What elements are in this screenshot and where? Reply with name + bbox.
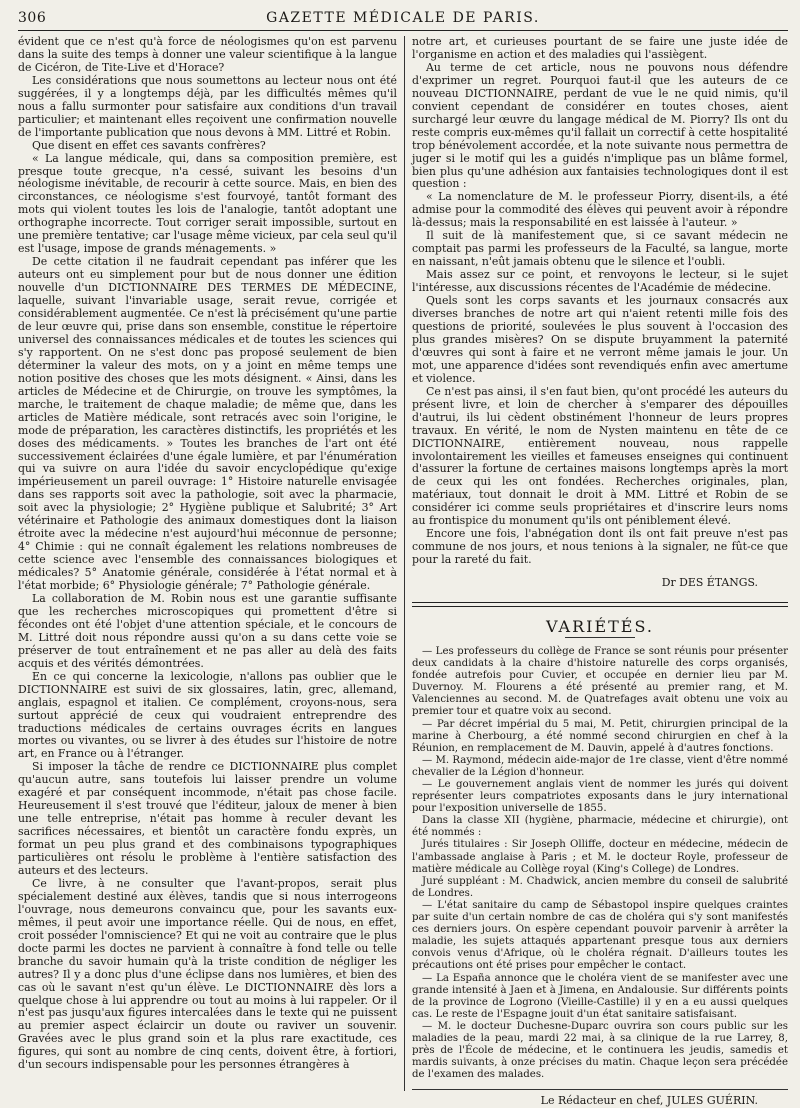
column-rule <box>404 36 405 1091</box>
paragraph: Que disent en effet ces savants confrères? <box>32 138 266 152</box>
paragraph: Si imposer la tâche de rendre ce DICTIONNAIRE plus complet qu'aucun autre, sans toutefois lui laisser prendre un volume exagéré et par conséquent incommode, n'était pas chose facile. Heureusement il s'est trouvé que l'éditeur, jaloux de mener à bien une telle entreprise, n'était pas homme à reculer devant les sacrifices nécessaires, et bientôt un caractère fondu exprès, un format un peu plus grand et des combinaisons typographiques particulières ont résolu le problème à l'entière satisfaction des auteurs et des lecteurs. <box>18 760 397 877</box>
news-item: — M. le docteur Duchesne-Duparc ouvrira son cours public sur les maladies de la peau, mardi 22 mai, à sa clinique de la rue Larrey, 8, près de l'École de médecine, et le continuera les jeudis, samedis et mardis suivants, à onze précises du matin. Chaque leçon sera précédée de l'examen des malades. <box>412 1020 788 1081</box>
paragraph: Il suit de là manifestement que, si ce savant médecin ne comptait pas parmi les professeurs de la Faculté, sa langue, morte en naissant, n'eût jamais obtenu que le silence et l'oubli. <box>412 229 788 269</box>
paragraph: Quels sont les corps savants et les journaux consacrés aux diverses branches de notre art qui n'aient retenti mille fois des questions de priorité, soulevées le plus souvent à l'occasion des plus grandes misères? On se dispute bruyamment la paternité d'œuvres qui sont à faire et ne verront même jamais le jour. Un mot, une apparence d'idées sont revendiqués enfin avec amertume et violence. <box>412 294 788 385</box>
paragraph: Mais assez sur ce point, et renvoyons le lecteur, si le sujet l'intéresse, aux discussions récentes de l'Académie de médecine. <box>412 268 788 295</box>
page-header <box>18 8 788 31</box>
author-signature: Dr DES ÉTANGS. <box>661 576 758 590</box>
news-item: — Le gouvernement anglais vient de nommer les jurés qui doivent représenter leurs compatriotes exposants dans le jury international pour l'exposition universelle de 1855. <box>412 779 788 815</box>
paragraph: En ce qui concerne la lexicologie, n'allons pas oublier que le DICTIONNAIRE est suivi de six glossaires, latin, grec, allemand, anglais, espagnol et italien. Ce complément, croyons-nous, sera surtout apprécié de ceux qui voudraient entreprendre des traductions médicales de certains ouvrages écrits en langues mortes ou vivantes, ou se livrer à des études sur l'histoire de notre art, en France ou à l'étranger. <box>18 669 397 761</box>
news-item: Juré suppléant : M. Chadwick, ancien membre du conseil de salubrité de Londres. <box>412 875 788 899</box>
right-column <box>412 35 788 1108</box>
varietes-section <box>412 646 788 1081</box>
news-item: — La España annonce que le choléra vient de se manifester avec une grande intensité à Jaen et à Jimena, en Andalousie. Sur différents points de la province de Logrono (Vieille-Castille) il y en a eu aussi quelques cas. Le reste de l'Espagne jouit d'un état sanitaire satisfaisant. <box>412 972 788 1020</box>
paragraph: évident que ce n'est qu'à force de néologismes qu'on est parvenu dans la suite des temps à donner une valeur scientifique à la langue de Cicéron, de Tite-Live et d'Horace? <box>18 35 397 74</box>
news-item: — L'état sanitaire du camp de Sébastopol inspire quelques craintes par suite d'un certain nombre de cas de choléra qui s'y sont manifestés ces derniers jours. On espère cependant pouvoir parvenir à arrêter la maladie, les sujets attaqués appartenant presque tous aux derniers convois venus d'Afrique, où le choléra régnait. D'ailleurs toutes les précautions ont été prises pour empêcher le contact. <box>412 899 788 972</box>
left-column <box>18 36 397 1091</box>
running-title: GAZETTE MÉDICALE DE PARIS. <box>266 10 540 26</box>
varietes-title: VARIÉTÉS. <box>412 621 788 638</box>
paragraph: De cette citation il ne faudrait cependant pas inférer que les auteurs ont eu simplement pour but de nous donner une édition nouvelle d'un DICTIONNAIRE DES TERMES DE MÉDECINE, laquelle, suivant l'invariable usage, serait revue, corrigée et considérablement augmentée. Ce n'est là précisément qu'une partie de leur œuvre qui, prise dans son ensemble, constitue le répertoire universel des connaissances médicales et de toutes les sciences qui s'y rapportent. On ne s'est donc pas proposé seulement de bien déterminer la valeur des mots, on y a joint en même temps une notion positive des choses que les mots désignent. « Ainsi, dans les articles de Médecine et de Chirurgie, on trouve les symptômes, la marche, le traitement de chaque maladie; de même que, dans les articles de Matière médicale, sont retracés avec soin l'origine, le mode de préparation, les caractères distinctifs, les propriétés et les doses des médicaments. » Toutes les branches de l'art ont été successivement éclairées d'une égale lumière, et par l'énumération qui va suivre on aura l'idée du savoir encyclopédique qu'exige impérieusement un pareil ouvrage: 1° Histoire naturelle envisagée dans ses rapports soit avec la pathologie, soit avec la pharmacie, soit avec la physiologie; 2° Hygiène publique et Salubrité; 3° Art vétérinaire et Pathologie des animaux domestiques dont la liaison étroite avec la médecine n'est aujourd'hui méconnue de personne; 4° Chimie : qui ne connaît également les relations nombreuses de cette science avec l'ensemble des connaissances biologiques et médicales? 5° Anatomie générale, considérée à l'état normal et à l'état morbide; 6° Physiologie générale; 7° Pathologie générale. <box>18 255 397 593</box>
news-item: Dans la classe XII (hygiène, pharmacie, médecine et chirurgie), ont été nommés : <box>412 815 788 839</box>
paragraph: notre art, et curieuses pourtant de se faire une juste idée de l'organisme en action et des maladies qui l'assiègent. <box>412 35 788 61</box>
quotation: « La langue médicale, qui, dans sa composition première, est presque toute grecque, n'a cessé, suivant les besoins d'un néologisme inévitable, de recourir à cette source. Mais, en bien des circonstances, ce néologisme s'est fourvoyé, tantôt formant des mots qui violent toutes les lois de l'analogie, tantôt adoptant une orthographe incorrecte. Tout corriger serait impossible, surtout en une première tentative; car l'usage même vicieux, par cela seul qu'il est l'usage, impose de grands ménagements. » <box>18 151 397 256</box>
paragraph: Ce livre, à ne consulter que l'avant-propos, serait plus spécialement destiné aux élèves, tandis que si nous interrogeons l'ouvrage, nous demeurons convaincu que, pour les savants eux-mêmes, il peut avoir une importance réelle. Qui de nous, en effet, croit posséder l'omniscience? Et qui ne voit au contraire que le plus docte parmi les doctes ne parvient à connaître à fond telle ou telle branche du savoir humain qu'à la triste condition de négliger les autres? Il y a donc plus d'une éclipse dans nos lumières, et bien des cas où le savant n'est qu'un élève. Le DICTIONNAIRE dès lors a quelque chose à lui apprendre ou tout au moins à lui rappeler. Or il n'est pas jusqu'aux figures intercalées dans le texte qui ne puissent au premier aspect éclaircir un doute ou raviver un souvenir. Gravées avec le plus grand soin et la plus rare exactitude, ces figures, qui sont au nombre de cinq cents, doivent être, à fortiori, d'un secours indispensable pour les personnes étrangères à <box>18 876 397 1072</box>
news-item: — M. Raymond, médecin aide-major de 1re classe, vient d'être nommé chevalier de la Légion d'honneur. <box>412 754 788 778</box>
section-divider <box>412 602 788 607</box>
paragraph: La collaboration de M. Robin nous est une garantie suffisante que les recherches microscopiques qui promettent d'être si fécondes ont été l'objet d'une attention spéciale, et le concours de M. Littré doit nous répondre aussi qu'on a su dans cette voie se préserver de tout entraînement et ne pas aller au delà des faits acquis et des vérités démontrées. <box>18 591 397 670</box>
paragraph: Au terme de cet article, nous ne pouvons nous défendre d'exprimer un regret. Pourquoi faut-il que les auteurs de ce nouveau DICTIONNAIRE, perdant de vue le ne quid nimis, qu'il convient cependant de considérer en toutes choses, aient surchargé leur œuvre du langage médical de M. Piorry? Ils ont du reste compris eux-mêmes qu'il fallait un correctif à cette hospitalité trop bénévolement accordée, et la note suivante nous permettra de juger si le motif qui les a guidés n'implique pas un blâme formel, bien plus qu'une adhésion aux fantaisies technologiques dont il est question : <box>412 60 788 191</box>
quotation: « La nomenclature de M. le professeur Piorry, disent-ils, a été admise pour la commodité des élèves qui peuvent avoir à répondre là-dessus; mais la responsabilité en est laissée à l'auteur. » <box>412 190 788 230</box>
news-item: Jurés titulaires : Sir Joseph Olliffe, docteur en médecine, médecin de l'ambassade anglaise à Paris ; et M. le docteur Royle, professeur de matière médicale au Collège royal (King's College) de Londres. <box>412 839 788 875</box>
editor-in-chief-line: Le Rédacteur en chef, JULES GUÉRIN. <box>412 1089 788 1108</box>
paragraph: Encore une fois, l'abnégation dont ils ont fait preuve n'est pas commune de nos jours, et nous tenions à la signaler, ne fût-ce que pour la rareté du fait. <box>412 527 788 567</box>
news-item: — Les professeurs du collège de France se sont réunis pour présenter deux candidats à la chaire d'histoire naturelle des corps organisés, fondée autrefois pour Cuvier, et occupée en dernier lieu par M. Duvernoy. M. Flourens a été présenté au premier rang, et M. Valenciennes au second. M. de Quatrefages avait obtenu une voix au premier tour et quatre voix au second. <box>412 645 788 718</box>
paragraph: Ce n'est pas ainsi, il s'en faut bien, qu'ont procédé les auteurs du présent livre, et loin de chercher à s'emparer des dépouilles d'autrui, ils lui cèdent obstinément l'honneur de leurs propres travaux. En vérité, le nom de Nysten maintenu en tête de ce DICTIONNAIRE, entièrement nouveau, nous rappelle involontairement les vieilles et fameuses enseignes qui continuent d'assurer la fortune de certaines maisons longtemps après la mort de ceux qui les ont fondées. Recherches originales, plan, matériaux, tout donnait le droit à MM. Littré et Robin de se considérer ici comme seuls propriétaires et d'inscrire leurs noms au frontispice du monument qu'ils ont péniblement élevé. <box>412 384 788 528</box>
news-item: — Par décret impérial du 5 mai, M. Petit, chirurgien principal de la marine à Cherbourg, a été nommé second chirurgien en chef à la Réunion, en remplacement de M. Dauvin, appelé à d'autres fonctions. <box>412 718 788 754</box>
paragraph: Les considérations que nous soumettons au lecteur nous ont été suggérées, il y a longtemps déjà, par les difficultés mêmes qu'il nous a fallu surmonter pour satisfaire aux conditions d'un travail particulier; et maintenant elles reçoivent une confirmation nouvelle de l'importante publication que nous devons à MM. Littré et Robin. <box>18 73 397 139</box>
page-number: 306 <box>18 10 47 26</box>
